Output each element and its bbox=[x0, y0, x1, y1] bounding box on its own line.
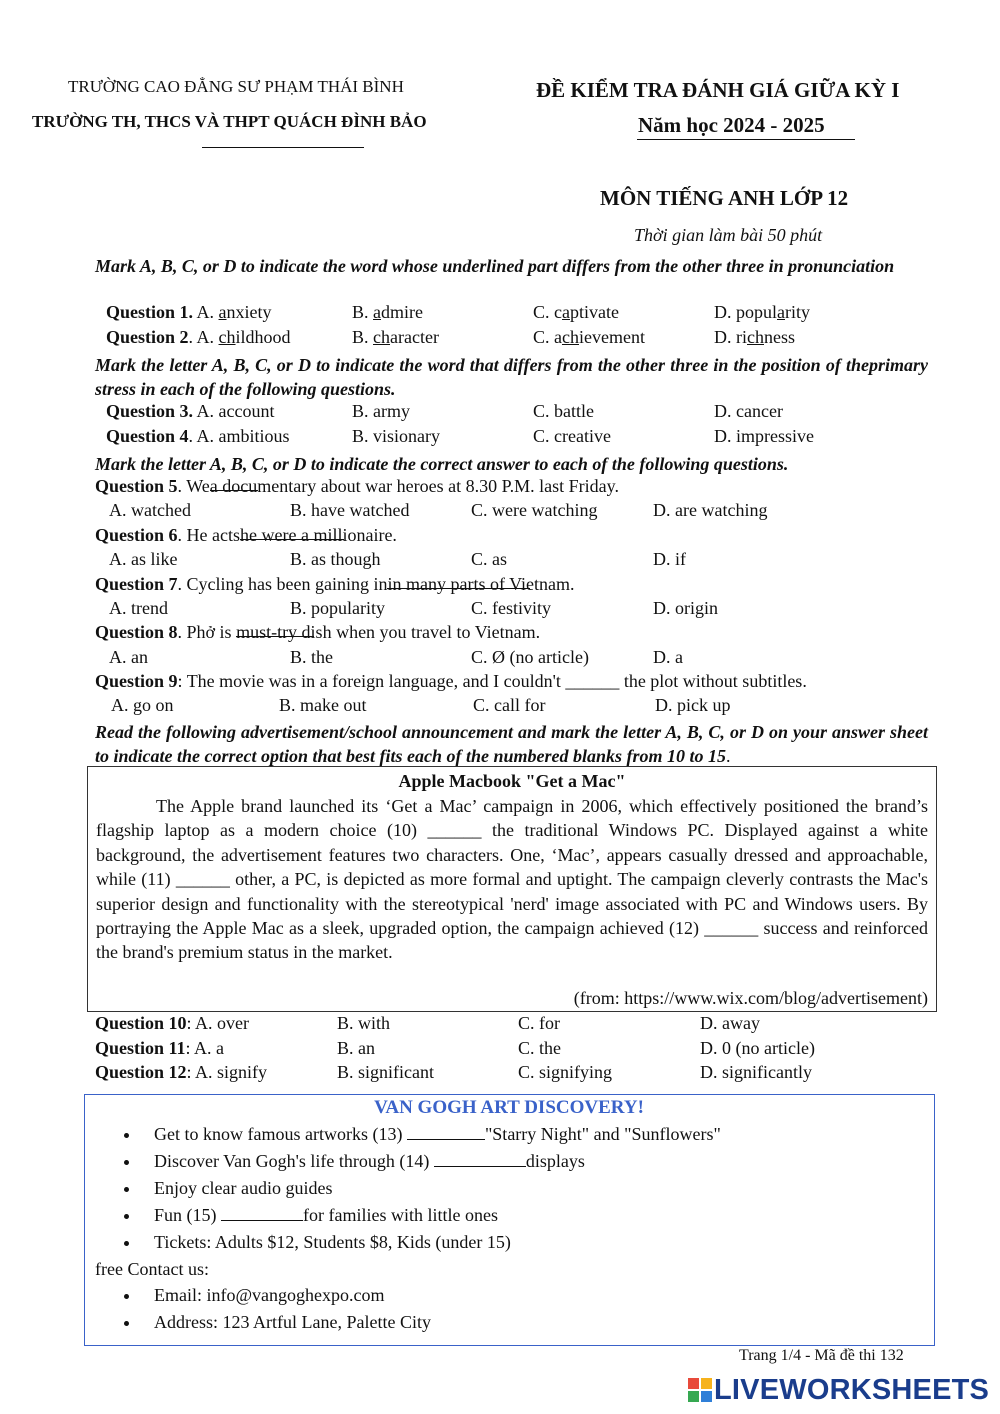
announcement-title: VAN GOGH ART DISCOVERY! bbox=[374, 1097, 644, 1118]
q10-option-d[interactable]: D. away bbox=[700, 1013, 760, 1033]
q9-option-c[interactable]: C. call for bbox=[473, 695, 546, 715]
q11-option-d[interactable]: D. 0 (no article) bbox=[700, 1038, 815, 1058]
q9-option-b[interactable]: B. make out bbox=[279, 695, 367, 715]
question-11-label: Question 11 bbox=[95, 1038, 186, 1058]
q15-blank[interactable] bbox=[221, 1206, 303, 1221]
q12-option-c[interactable]: C. signifying bbox=[518, 1062, 613, 1082]
q1-option-b[interactable]: B. admire bbox=[352, 302, 424, 322]
question-2-label: Question 2 bbox=[106, 327, 189, 347]
q4-option-a[interactable]: . A. ambitious bbox=[188, 426, 290, 446]
q10-option-c[interactable]: C. for bbox=[518, 1013, 560, 1033]
q3-option-b[interactable]: B. army bbox=[352, 401, 410, 421]
question-1-label: Question 1. bbox=[106, 302, 194, 322]
question-7-label: Question 7 bbox=[95, 574, 178, 594]
college-name: TRƯỜNG CAO ĐẲNG SƯ PHẠM THÁI BÌNH bbox=[68, 77, 404, 96]
q9-option-a[interactable]: A. go on bbox=[111, 695, 174, 715]
question-5-label: Question 5 bbox=[95, 476, 178, 496]
advertisement-passage: The Apple brand launched its ‘Get a Mac’ campaign in 2006, which effectively positioned the brand’s flagship laptop as a modern choice (10) ______ the traditional Windows PC. Displayed against a white background, the advertisement features two characters. One, ‘Mac’, appears casually dressed and approachable, while (11) ______ other, a PC, is depicted as more formal and uptight. The campaign cleverly contrasts the Mac's superior design and functionality with the stereotypical 'nerd' image associated with PC and Windows users. By portraying the Apple Mac as a sleek, upgraded option, the campaign achieved (12) ______ success and reinforced the brand's premium status in the market. bbox=[96, 796, 928, 963]
question-3-label: Question 3. bbox=[106, 401, 194, 421]
school-underline bbox=[202, 147, 364, 148]
q8-blank[interactable] bbox=[236, 622, 314, 637]
stress-instruction: Mark the letter A, B, C, or D to indicate the word that differs from the other three in the position of theprimary stress in each of the following questions. bbox=[95, 355, 928, 399]
bullet-dot bbox=[124, 1187, 129, 1192]
q6-option-c[interactable]: C. as bbox=[471, 549, 507, 569]
q2-option-d[interactable]: D. richness bbox=[714, 327, 795, 347]
q3-option-c[interactable]: C. battle bbox=[533, 401, 594, 421]
q5-option-d[interactable]: D. are watching bbox=[653, 500, 768, 520]
question-7-options bbox=[0, 598, 1000, 622]
q4-option-c[interactable]: C. creative bbox=[533, 426, 611, 446]
q3-option-d[interactable]: D. cancer bbox=[714, 401, 783, 421]
question-5-options bbox=[0, 500, 1000, 524]
q3-option-a[interactable]: A. account bbox=[193, 401, 275, 421]
grammar-instruction: Mark the letter A, B, C, or D to indicate the correct answer to each of the following questions. bbox=[95, 454, 789, 474]
question-10 bbox=[0, 1013, 1000, 1037]
q2-option-a[interactable]: . A. childhood bbox=[188, 327, 291, 347]
question-7: Question 7. Cycling has been gaining in in many parts of Vietnam. bbox=[95, 574, 575, 594]
question-9-options bbox=[0, 695, 1000, 719]
pronunciation-instruction: Mark A, B, C, or D to indicate the word whose underlined part differs from the other three in pronunciation bbox=[95, 256, 895, 276]
school-year: Năm học 2024 - 2025 bbox=[638, 113, 825, 137]
q2-option-b[interactable]: B. character bbox=[352, 327, 439, 347]
q6-blank[interactable] bbox=[240, 525, 344, 540]
q5-option-a[interactable]: A. watched bbox=[109, 500, 191, 520]
q7-option-d[interactable]: D. origin bbox=[653, 598, 718, 618]
bullet-dot bbox=[124, 1214, 129, 1219]
question-5: Question 5. We a documentary about war heroes at 8.30 P.M. last Friday. bbox=[95, 476, 619, 496]
q14-blank[interactable] bbox=[434, 1152, 526, 1167]
question-3 bbox=[0, 401, 1000, 425]
q8-option-b[interactable]: B. the bbox=[290, 647, 333, 667]
subject-title: MÔN TIẾNG ANH LỚP 12 bbox=[600, 186, 849, 210]
question-12 bbox=[0, 1062, 1000, 1086]
q12-option-d[interactable]: D. significantly bbox=[700, 1062, 812, 1082]
page-info: Trang 1/4 - Mã đề thi 132 bbox=[739, 1347, 904, 1364]
bullet-dot bbox=[124, 1321, 129, 1326]
q5-blank[interactable] bbox=[210, 476, 258, 491]
q12-option-a[interactable]: : A. signify bbox=[186, 1062, 268, 1082]
question-6: Question 6. He acts he were a millionaire. bbox=[95, 525, 397, 545]
q6-option-a[interactable]: A. as like bbox=[109, 549, 178, 569]
q4-option-b[interactable]: B. visionary bbox=[352, 426, 440, 446]
question-6-label: Question 6 bbox=[95, 525, 178, 545]
q6-option-d[interactable]: D. if bbox=[653, 549, 686, 569]
liveworksheets-wordmark: LIVEWORKSHEETS bbox=[714, 1374, 990, 1406]
q8-option-a[interactable]: A. an bbox=[109, 647, 148, 667]
q7-option-b[interactable]: B. popularity bbox=[290, 598, 385, 618]
q7-option-c[interactable]: C. festivity bbox=[471, 598, 551, 618]
question-8: Question 8. Phở is must-try dish when you travel to Vietnam. bbox=[95, 622, 541, 642]
bullet-dot bbox=[124, 1133, 129, 1138]
advertisement-source: (from: https://www.wix.com/blog/advertisement) bbox=[573, 988, 928, 1008]
contact-label: free Contact us: bbox=[95, 1259, 209, 1279]
school-name: TRƯỜNG TH, THCS VÀ THPT QUÁCH ĐÌNH BẢO bbox=[32, 112, 427, 131]
school-year-underline bbox=[637, 139, 855, 140]
q7-blank[interactable] bbox=[387, 574, 530, 589]
q10-option-b[interactable]: B. with bbox=[337, 1013, 391, 1033]
bullet-dot bbox=[124, 1160, 129, 1165]
question-8-label: Question 8 bbox=[95, 622, 178, 642]
question-8-options bbox=[0, 647, 1000, 671]
q1-option-c[interactable]: C. captivate bbox=[533, 302, 619, 322]
q11-option-c[interactable]: C. the bbox=[518, 1038, 561, 1058]
q8-option-d[interactable]: D. a bbox=[653, 647, 683, 667]
question-6-options bbox=[0, 549, 1000, 573]
q7-option-a[interactable]: A. trend bbox=[109, 598, 168, 618]
question-4 bbox=[0, 426, 1000, 450]
question-9: Question 9: The movie was in a foreign language, and I couldn't ______ the plot without subtitles. bbox=[95, 671, 807, 691]
question-4-label: Question 4 bbox=[106, 426, 189, 446]
q12-option-b[interactable]: B. significant bbox=[337, 1062, 434, 1082]
q1-option-d[interactable]: D. popularity bbox=[714, 302, 810, 322]
q10-option-a[interactable]: : A. over bbox=[186, 1013, 250, 1033]
exam-title: ĐỀ KIỂM TRA ĐÁNH GIÁ GIỮA KỲ I bbox=[536, 78, 900, 102]
liveworksheets-logo-icon bbox=[688, 1378, 712, 1402]
q5-option-b[interactable]: B. have watched bbox=[290, 500, 410, 520]
exam-duration: Thời gian làm bài 50 phút bbox=[634, 225, 823, 245]
bullet-dot bbox=[124, 1241, 129, 1246]
question-9-label: Question 9 bbox=[95, 671, 178, 691]
reading-instruction: Read the following advertisement/school announcement and mark the letter A, B, C, or D on your answer sheet to indicate the correct option that best fits each of the numbered blanks from 10 to 15. bbox=[95, 722, 928, 766]
q5-option-c[interactable]: C. were watching bbox=[471, 500, 598, 520]
question-12-label: Question 12 bbox=[95, 1062, 187, 1082]
q11-option-a[interactable]: : A. a bbox=[185, 1038, 225, 1058]
bullet-dot bbox=[124, 1294, 129, 1299]
q11-option-b[interactable]: B. an bbox=[337, 1038, 375, 1058]
advertisement-title: Apple Macbook "Get a Mac" bbox=[398, 771, 626, 791]
question-10-label: Question 10 bbox=[95, 1013, 187, 1033]
q2-option-c[interactable]: C. achievement bbox=[533, 327, 645, 347]
q8-option-c[interactable]: C. Ø (no article) bbox=[471, 647, 589, 667]
q4-option-d[interactable]: D. impressive bbox=[714, 426, 814, 446]
q6-option-b[interactable]: B. as though bbox=[290, 549, 381, 569]
question-11 bbox=[0, 1038, 1000, 1062]
q9-option-d[interactable]: D. pick up bbox=[655, 695, 731, 715]
question-2 bbox=[0, 327, 1000, 351]
q13-blank[interactable] bbox=[407, 1125, 485, 1140]
question-1 bbox=[0, 302, 1000, 326]
q1-option-a[interactable]: A. anxiety bbox=[196, 302, 272, 322]
